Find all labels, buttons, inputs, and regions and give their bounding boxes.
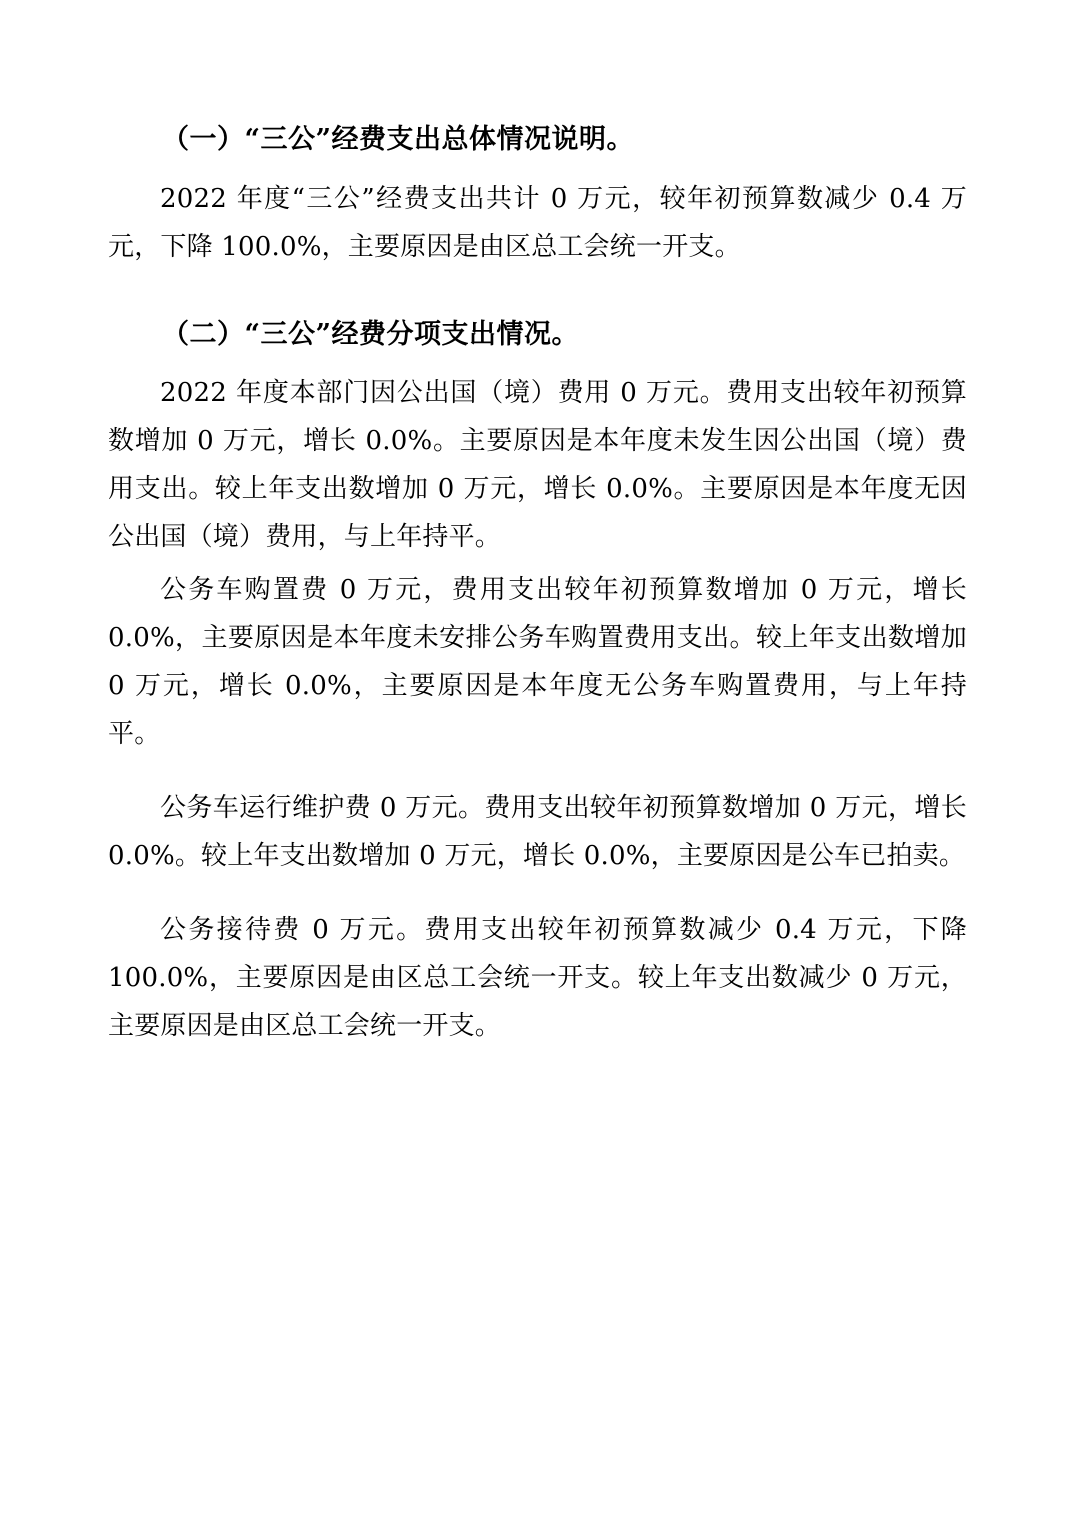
section-heading-itemized: （二）“三公”经费分项支出情况。 [162,318,580,350]
spacer [108,271,967,281]
section-heading-overall: （一）“三公”经费支出总体情况说明。 [162,124,635,155]
paragraph-official-reception: 公务接待费 0 万元。费用支出较年初预算数减少 0.4 万元，下降 100.0%，主要原因是由区总工会统一开支。较上年支出数减少 0 万元，主要原因是由区总工会统一开支。 [108,915,967,1042]
paragraph-overall-summary: 2022 年度“三公”经费支出共计 0 万元，较年初预算数减少 0.4 万元，下降 100.0%，主要原因是由区总工会统一开支。 [108,183,967,262]
paragraph-vehicle-maintenance: 公务车运行维护费 0 万元。费用支出较年初预算数增加 0 万元，增长 0.0%。较上年支出数增加 0 万元，增长 0.0%，主要原因是公车已拍卖。 [108,792,967,872]
paragraph-overseas-travel: 2022 年度本部门因公出国（境）费用 0 万元。费用支出较年初预算数增加 0 万元，增长 0.0%。主要原因是本年度未发生因公出国（境）费用支出。较上年支出数增加 0 万元，增长 0.0%。主要原因是本年度无因公出国（境）费用，与上年持平。 [108,378,967,553]
document-body [108,120,967,1050]
paragraph-vehicle-purchase: 公务车购置费 0 万元，费用支出较年初预算数增加 0 万元，增长 0.0%，主要原因是本年度未安排公务车购置费用支出。较上年支出数增加 0 万元，增长 0.0%，主要原因是本年度无公务车购置费用，与上年持平。 [108,574,967,749]
